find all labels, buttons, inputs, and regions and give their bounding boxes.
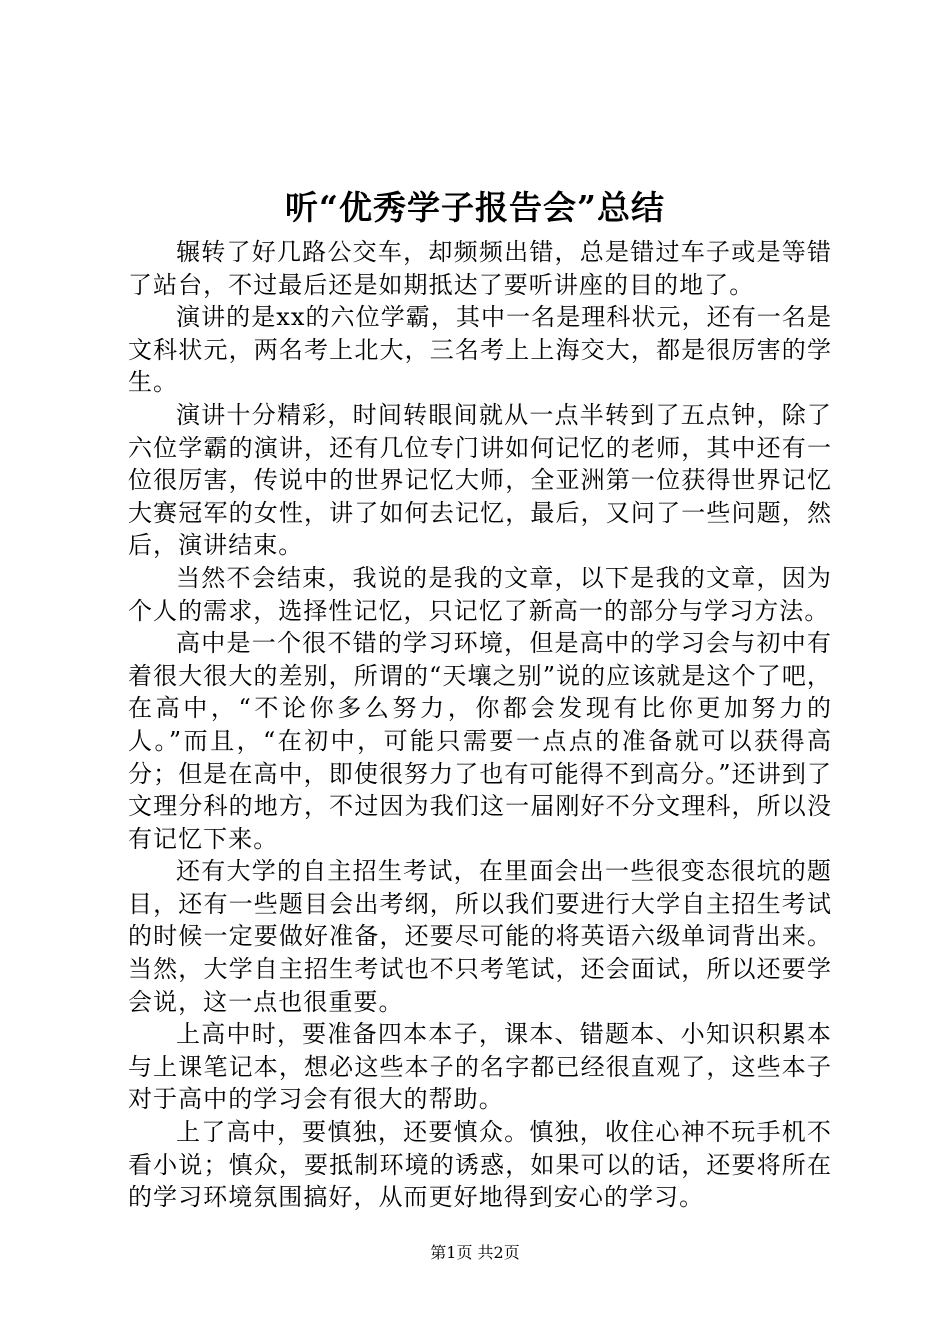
paragraph: 上高中时，要准备四本本子，课本、错题本、小知识积累本与上课笔记本，想必这些本子的名字都已经很直观了，这些本子对于高中的学习会有很大的帮助。 [128,1020,832,1114]
paragraph: 辗转了好几路公交车，却频频出错，总是错过车子或是等错了站台，不过最后还是如期抵达了要听讲座的目的地了。 [128,238,832,299]
paragraph: 还有大学的自主招生考试，在里面会出一些很变态很坑的题目，还有一些题目会出考纲，所以我们要进行大学自主招生考试的时候一定要做好准备，还要尽可能的将英语六级单词背出来。当然，大学自主招生考试也不只考笔试，还会面试，所以还要学会说，这一点也很重要。 [128,857,832,1016]
paragraph: 高中是一个很不错的学习环境，但是高中的学习会与初中有着很大很大的差别，所谓的“天壤之别”说的应该就是这个了吧，在高中，“不论你多么努力，你都会发现有比你更加努力的人。”而且，“在初中，可能只需要一点点的准备就可以获得高分；但是在高中，即使很努力了也有可能得不到高分。”还讲到了文理分科的地方，不过因为我们这一届刚好不分文理科，所以没有记忆下来。 [128,629,832,853]
paragraph: 上了高中，要慎独，还要慎众。慎独，收住心神不玩手机不看小说；慎众，要抵制环境的诱惑，如果可以的话，还要将所在的学习环境氛围搞好，从而更好地得到安心的学习。 [128,1118,832,1212]
page-number-footer: 第1页 共2页 [430,1243,520,1262]
paragraph: 演讲十分精彩，时间转眼间就从一点半转到了五点钟，除了六位学霸的演讲，还有几位专门讲如何记忆的老师，其中还有一位很厉害，传说中的世界记忆大师，全亚洲第一位获得世界记忆大赛冠军的女性，讲了如何去记忆，最后，又问了一些问题，然后，演讲结束。 [128,400,832,560]
document-body [128,236,832,1214]
paragraph: 演讲的是xx的六位学霸，其中一名是理科状元，还有一名是文科状元，两名考上北大，三名考上上海交大，都是很厉害的学生。 [128,303,832,397]
document-title: 听“优秀学子报告会”总结 [285,188,665,227]
paragraph: 当然不会结束，我说的是我的文章，以下是我的文章，因为个人的需求，选择性记忆，只记忆了新高一的部分与学习方法。 [128,563,832,625]
